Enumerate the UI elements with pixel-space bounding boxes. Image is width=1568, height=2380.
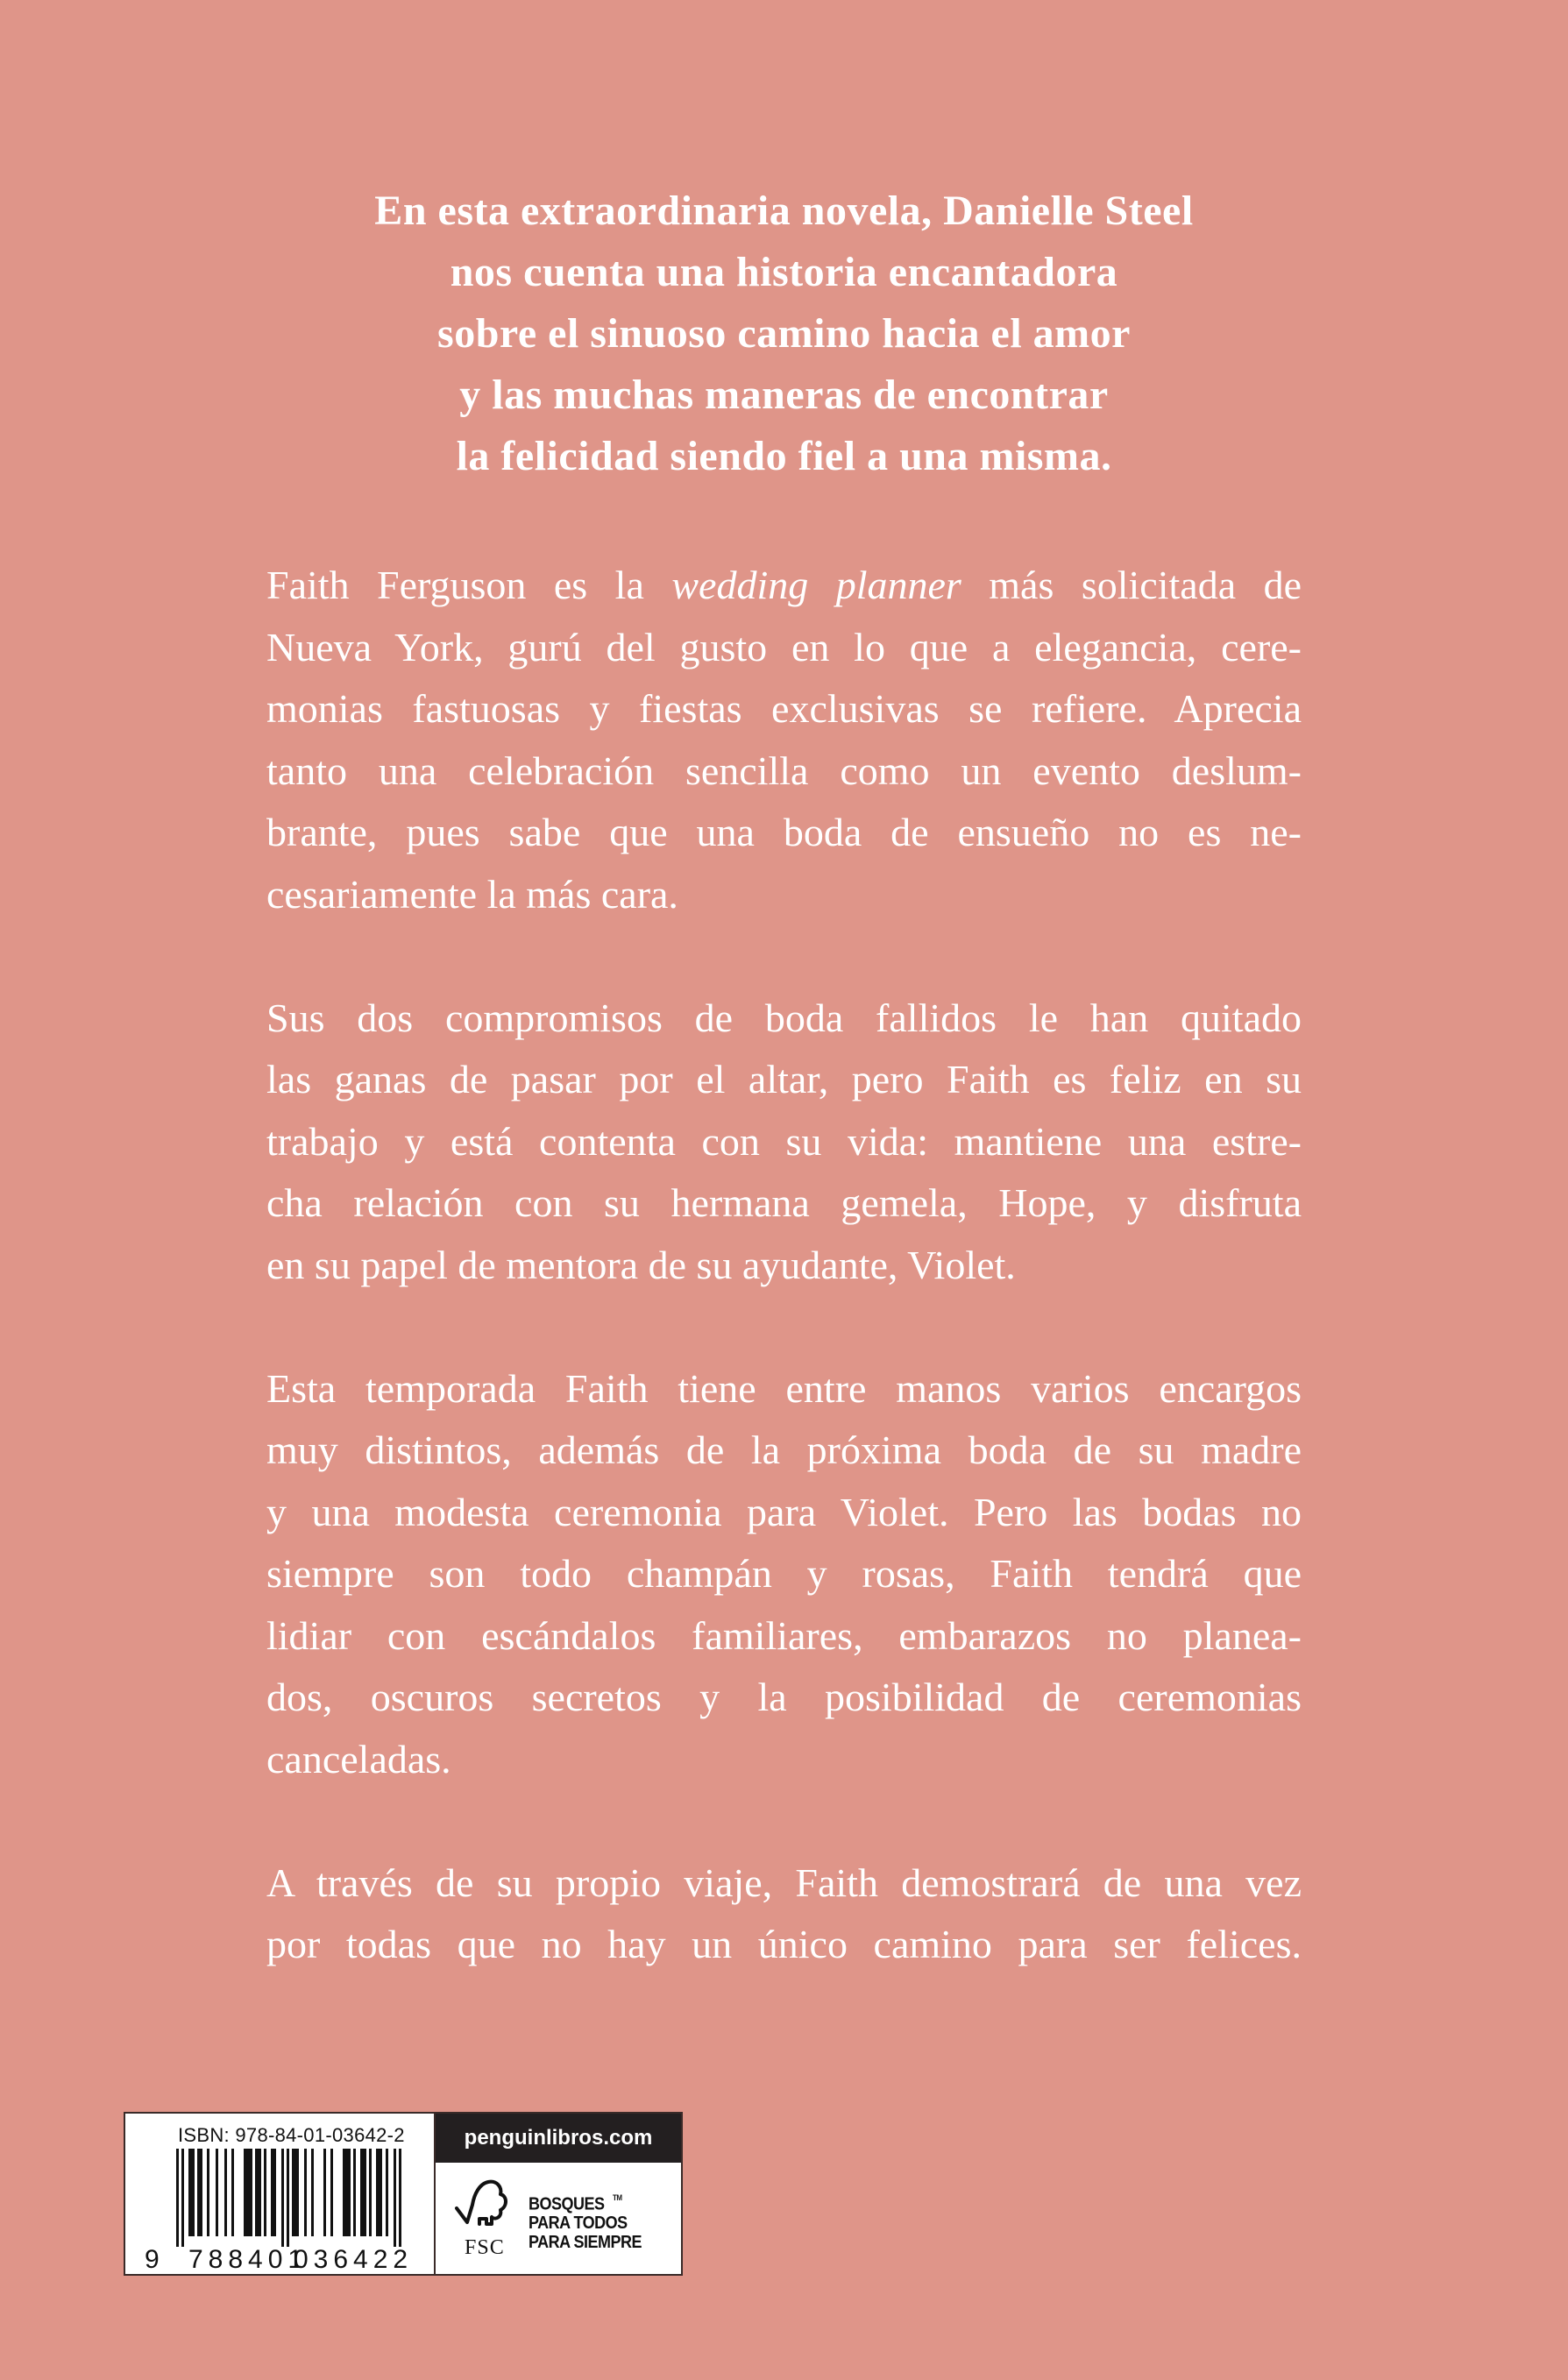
barcode-lead-digit: 9	[145, 2245, 165, 2274]
trademark-mark: TM	[613, 2192, 622, 2203]
fsc-label: FSC	[465, 2236, 505, 2259]
synopsis-line: brante, pues sabe que una boda de ensueño no es ne-	[266, 810, 1302, 854]
fsc-slogan-line: PARA SIEMPRE	[529, 2231, 642, 2252]
publisher-panel	[436, 2114, 681, 2274]
synopsis-line	[266, 555, 1302, 617]
synopsis-line: A través de su propio viaje, Faith demostrará de una vez	[266, 1859, 1302, 1905]
synopsis-line: cha relación con su hermana gemela, Hope, y disfruta	[266, 1180, 1302, 1225]
synopsis-line: por todas que no hay un único camino para ser felices.	[266, 1922, 1302, 1966]
synopsis-line: muy distintos, además de la próxima boda de su madre	[266, 1427, 1302, 1472]
barcode-panel	[125, 2114, 436, 2274]
isbn-label: ISBN: 978-84-01-03642-2	[178, 2124, 405, 2146]
synopsis-line: en su papel de mentora de su ayudante, Violet.	[266, 1242, 1016, 1287]
text-run: Faith Ferguson es la	[266, 563, 672, 607]
barcode-icon	[174, 2149, 404, 2247]
synopsis-line: Sus dos compromisos de boda fallidos le han quitado	[266, 995, 1302, 1040]
italic-term: wedding planner	[671, 563, 961, 607]
synopsis-paragraph-3	[266, 1358, 1302, 1791]
synopsis-line: canceladas.	[266, 1736, 451, 1781]
fsc-slogan	[529, 2194, 642, 2252]
synopsis-line: y una modesta ceremonia para Violet. Pero las bodas no	[266, 1489, 1302, 1534]
synopsis-line: lidiar con escándalos familiares, embarazos no planea-	[266, 1612, 1302, 1658]
tagline-line: la felicidad siendo fiel a una misma.	[456, 433, 1112, 479]
synopsis-line: tanto una celebración sencilla como un evento deslum-	[266, 747, 1302, 793]
synopsis-line: Nueva York, gurú del gusto en lo que a elegancia, cere-	[266, 624, 1302, 669]
tagline	[0, 181, 1568, 487]
barcode-digits-left: 788401	[188, 2245, 309, 2274]
fsc-tree-checkmark-icon	[453, 2173, 516, 2236]
synopsis-line: siempre son todo champán y rosas, Faith tendrá que	[266, 1551, 1302, 1596]
publisher-website: penguinlibros.com	[436, 2114, 681, 2163]
synopsis-line: Esta temporada Faith tiene entre manos varios encargos	[266, 1365, 1302, 1411]
fsc-certification	[436, 2163, 681, 2274]
synopsis-line: trabajo y está contenta con su vida: mantiene una estre-	[266, 1118, 1302, 1164]
synopsis-paragraph-2	[266, 988, 1302, 1297]
synopsis-line: dos, oscuros secretos y la posibilidad de ceremonias	[266, 1675, 1302, 1719]
fsc-slogan-line: PARA TODOS	[529, 2212, 628, 2233]
synopsis-line: las ganas de pasar por el altar, pero Faith es feliz en su	[266, 1057, 1302, 1101]
fsc-slogan-line: BOSQUES	[529, 2192, 605, 2214]
tagline-line: sobre el sinuoso camino hacia el amor	[437, 310, 1131, 357]
tagline-line: En esta extraordinaria novela, Danielle Steel	[374, 188, 1194, 234]
synopsis-paragraph-1	[266, 555, 1302, 925]
synopsis-paragraph-4	[266, 1852, 1302, 1976]
synopsis	[266, 555, 1302, 2037]
tagline-line: y las muchas maneras de encontrar	[459, 372, 1109, 418]
barcode-digits-right: 036422	[294, 2245, 414, 2274]
text-run: más solicitada de	[961, 563, 1302, 607]
isbn-barcode-box	[124, 2112, 683, 2276]
tagline-line: nos cuenta una historia encantadora	[450, 249, 1118, 295]
synopsis-line: monias fastuosas y fiestas exclusivas se refiere. Aprecia	[266, 686, 1302, 731]
synopsis-line: cesariamente la más cara.	[266, 871, 678, 917]
